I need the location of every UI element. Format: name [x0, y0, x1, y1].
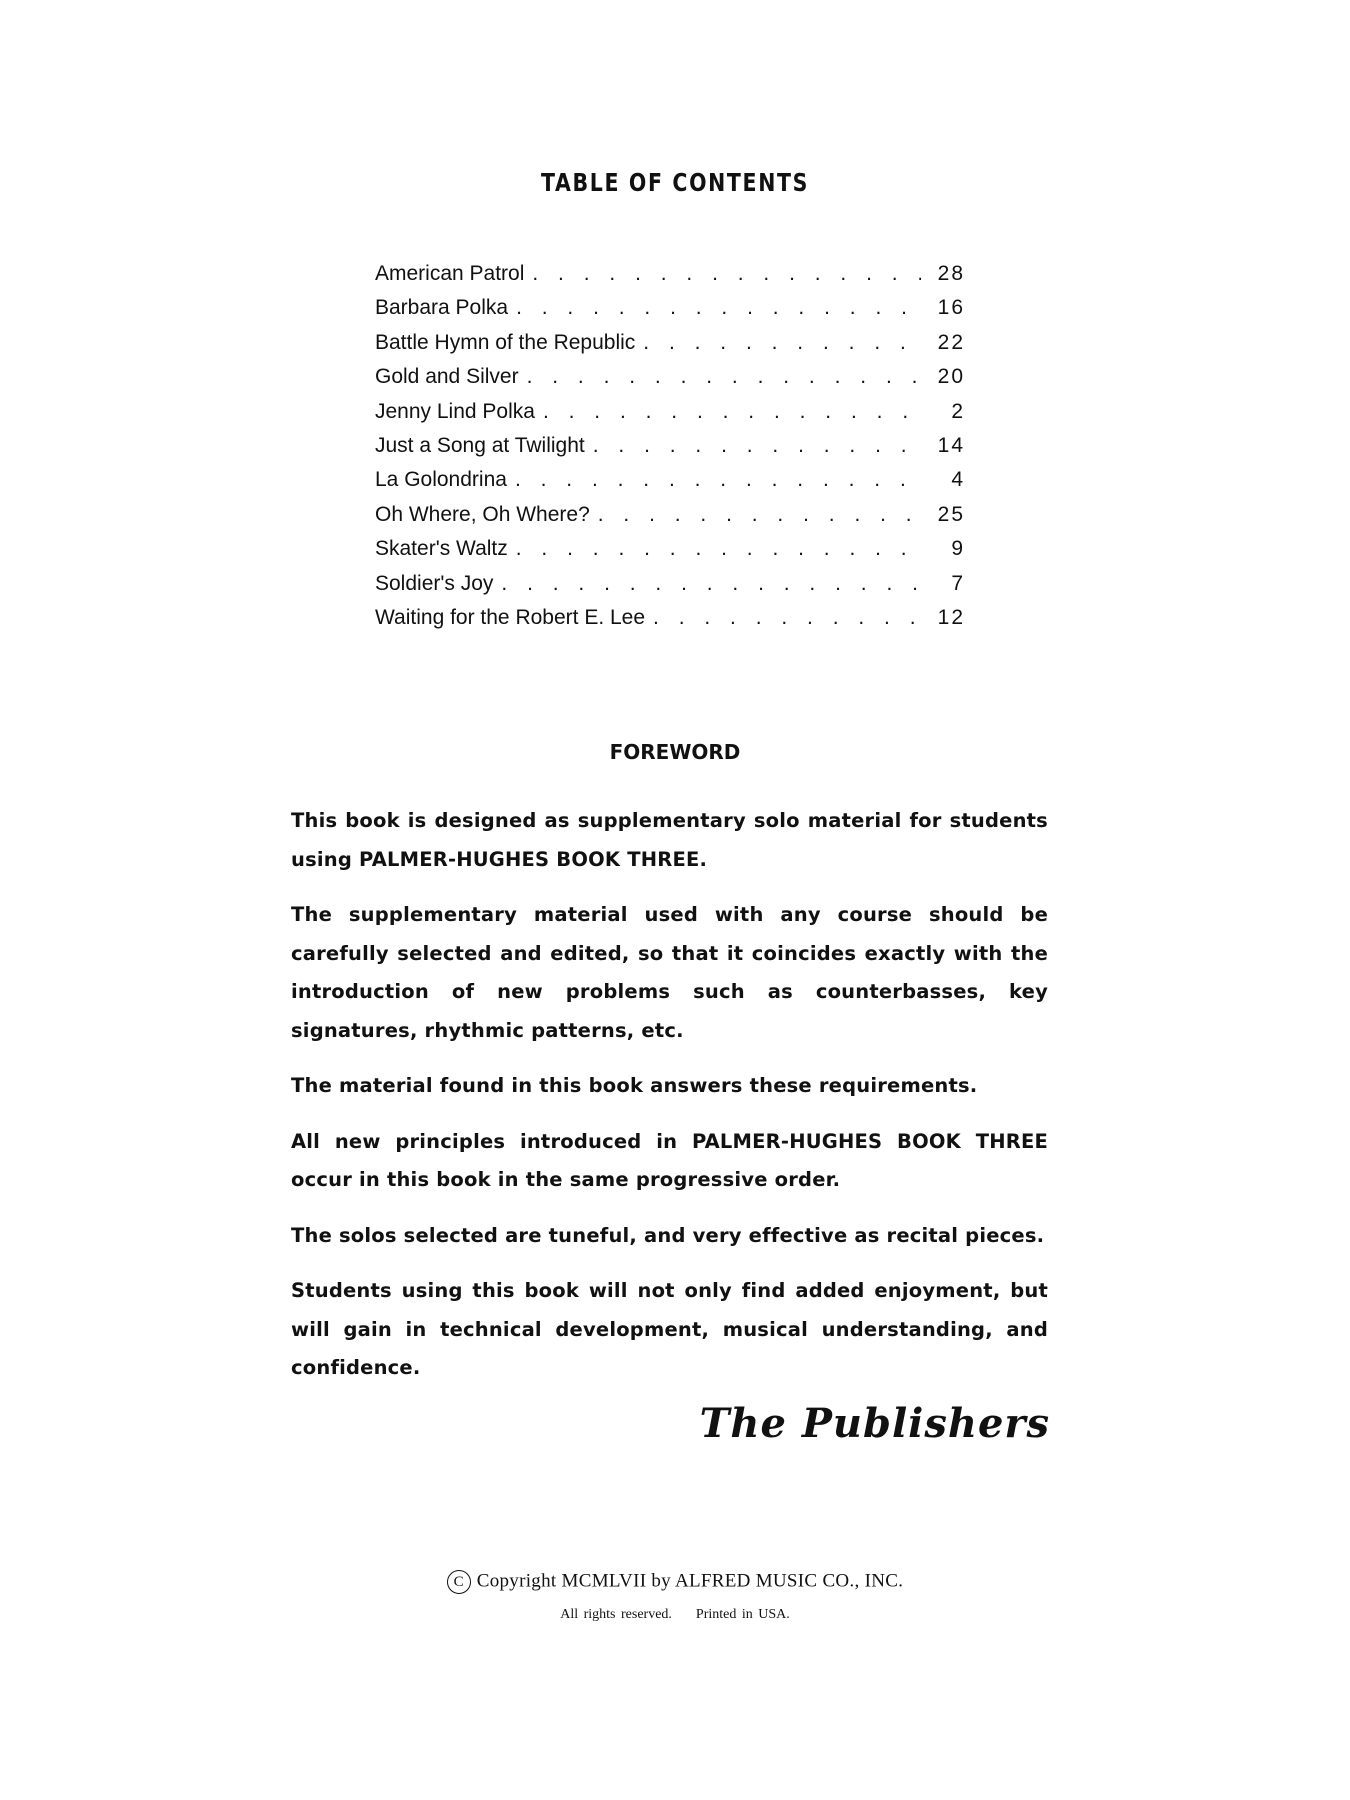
foreword-body [291, 802, 1048, 1405]
copyright-line [0, 1570, 1350, 1594]
toc-title: TABLE OF CONTENTS [540, 168, 810, 197]
toc-entry-page: 28 [937, 262, 965, 285]
toc-entry-title: La Golondrina [375, 468, 507, 492]
toc-leader-dots [513, 468, 921, 492]
toc-entry [375, 400, 965, 434]
toc-entry [375, 365, 965, 399]
toc-entry-page: 25 [937, 502, 965, 526]
foreword-paragraph: The solos selected are tuneful, and very effective as recital pieces. [291, 1223, 1045, 1247]
toc-entry [375, 434, 965, 468]
toc-leader-dots [525, 365, 921, 389]
foreword-paragraph: The material found in this book answers these requirements. [291, 1074, 978, 1097]
toc-entry-title: Just a Song at Twilight [375, 433, 585, 457]
toc-leader-dots [591, 434, 921, 458]
toc-entry-page: 4 [951, 468, 965, 492]
foreword-paragraph: This book is designed as supplementary solo material for students using PALMER-HUGHES BOOK THREE. [291, 809, 1048, 871]
toc-entry-title: Barbara Polka [375, 296, 509, 320]
toc-entry-page: 20 [937, 365, 965, 389]
toc-leader-dots [651, 606, 921, 630]
toc-entry [375, 262, 965, 296]
toc-entry-title: American Patrol [375, 262, 525, 285]
toc-entry [375, 331, 965, 365]
toc-entry-title: Gold and Silver [375, 365, 519, 389]
toc-entry-page: 16 [937, 296, 965, 320]
toc-entry-title: Soldier's Joy [375, 571, 494, 595]
rights-line [0, 1607, 1350, 1623]
toc-leader-dots [514, 537, 921, 561]
toc-entry [375, 296, 965, 330]
publisher-signature: The Publishers [699, 1400, 1050, 1447]
toc-entry [375, 468, 965, 502]
foreword-paragraph: All new principles introduced in PALMER-HUGHES BOOK THREE occur in this book in the same progressive order. [291, 1129, 1048, 1191]
toc-leader-dots [499, 572, 921, 596]
toc-entry-title: Waiting for the Robert E. Lee [375, 605, 646, 629]
toc-entry-title: Battle Hymn of the Republic [375, 330, 636, 354]
toc-entry-page: 14 [937, 433, 965, 457]
toc-entry-title: Jenny Lind Polka [375, 399, 535, 423]
toc-leader-dots [641, 331, 921, 355]
toc-entry-page: 7 [951, 571, 965, 595]
toc-leader-dots [514, 296, 921, 320]
toc-entry-page: 12 [937, 605, 965, 629]
foreword-paragraph: The supplementary material used with any course should be carefully selected and edited, so that it coincides exactly with the introduction of new problems such as counterbasses, key signatures, rhythmic patterns, etc. [291, 903, 1048, 1042]
copyright-text: Copyright MCMLVII by ALFRED MUSIC CO., INC. [476, 1570, 904, 1592]
toc-entry [375, 503, 965, 537]
toc-leader-dots [596, 503, 921, 527]
toc-entry-title: Skater's Waltz [375, 537, 508, 561]
toc-entry [375, 572, 965, 606]
toc-entry-page: 22 [937, 330, 965, 354]
foreword-title: FOREWORD [609, 740, 741, 764]
toc-entry [375, 537, 965, 571]
toc-entry [375, 606, 965, 640]
toc-entry-page: 9 [951, 537, 965, 561]
printed-text: Printed in USA. [695, 1607, 790, 1622]
toc-list [375, 262, 965, 640]
foreword-paragraph: Students using this book will not only find added enjoyment, but will gain in technical development, musical understanding, and confidence. [291, 1279, 1048, 1379]
toc-entry-title: Oh Where, Oh Where? [375, 502, 590, 526]
copyright-icon: C [447, 1570, 471, 1594]
toc-entry-page: 2 [951, 399, 965, 423]
rights-text: All rights reserved. [560, 1607, 672, 1622]
toc-leader-dots [530, 262, 921, 286]
toc-leader-dots [541, 400, 921, 424]
